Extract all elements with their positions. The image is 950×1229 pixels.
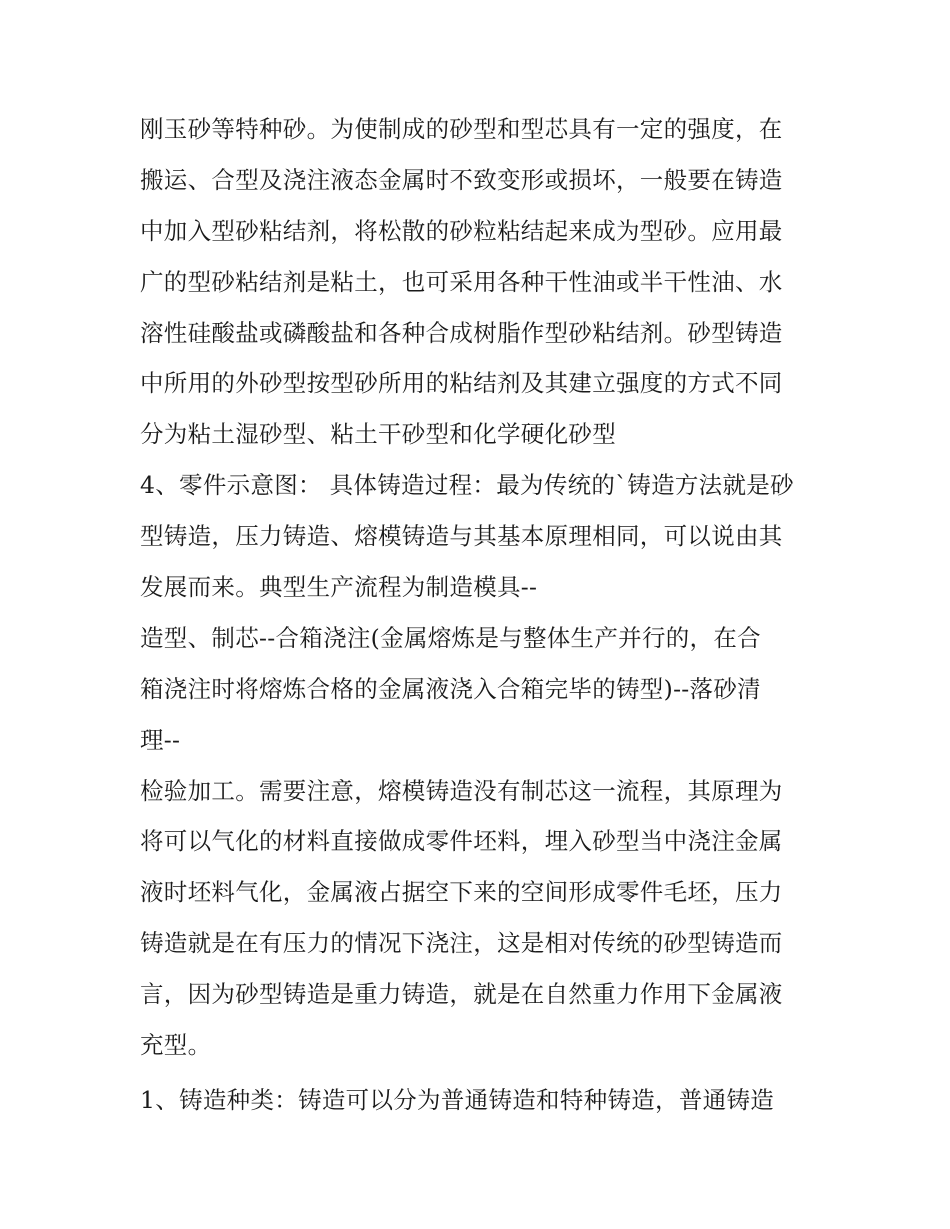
text-line: 理-- <box>140 725 181 754</box>
text-line: 4、零件示意图： 具体铸造过程：最为传统的`铸造方法就是砂 <box>140 471 794 500</box>
text-line: 中所用的外砂型按型砂所用的粘结剂及其建立强度的方式不同 <box>140 369 783 398</box>
text-line: 广的型砂粘结剂是粘土，也可采用各种干性油或半干性油、水 <box>140 267 783 296</box>
text-line: 箱浇注时将熔炼合格的金属液浇入合箱完毕的铸型)--落砂清 <box>140 674 761 703</box>
text-line: 型铸造，压力铸造、熔模铸造与其基本原理相同，可以说由其 <box>140 522 783 551</box>
body-text <box>140 104 820 1126</box>
text-line: 溶性硅酸盐或磷酸盐和各种合成树脂作型砂粘结剂。砂型铸造 <box>140 318 783 347</box>
text-line: 液时坯料气化，金属液占据空下来的空间形成零件毛坯，压力 <box>140 878 783 907</box>
text-line: 检验加工。需要注意，熔模铸造没有制芯这一流程，其原理为 <box>140 776 783 805</box>
text-line: 言，因为砂型铸造是重力铸造，就是在自然重力作用下金属液 <box>140 980 783 1009</box>
text-line: 中加入型砂粘结剂，将松散的砂粒粘结起来成为型砂。应用最 <box>140 216 783 245</box>
text-line: 搬运、合型及浇注液态金属时不致变形或损坏，一般要在铸造 <box>140 165 783 194</box>
text-line: 分为粘土湿砂型、粘土干砂型和化学硬化砂型 <box>140 420 616 449</box>
text-line: 发展而来。典型生产流程为制造模具-- <box>140 573 538 602</box>
text-line: 1、铸造种类：铸造可以分为普通铸造和特种铸造，普通铸造 <box>140 1085 775 1114</box>
text-line: 充型。 <box>140 1031 212 1060</box>
text-line: 刚玉砂等特种砂。为使制成的砂型和型芯具有一定的强度，在 <box>140 115 783 143</box>
text-line: 将可以气化的材料直接做成零件坯料，埋入砂型当中浇注金属 <box>140 827 783 856</box>
text-line: 造型、制芯--合箱浇注(金属熔炼是与整体生产并行的，在合 <box>140 623 761 652</box>
text-line: 铸造就是在有压力的情况下浇注，这是相对传统的砂型铸造而 <box>140 929 783 958</box>
